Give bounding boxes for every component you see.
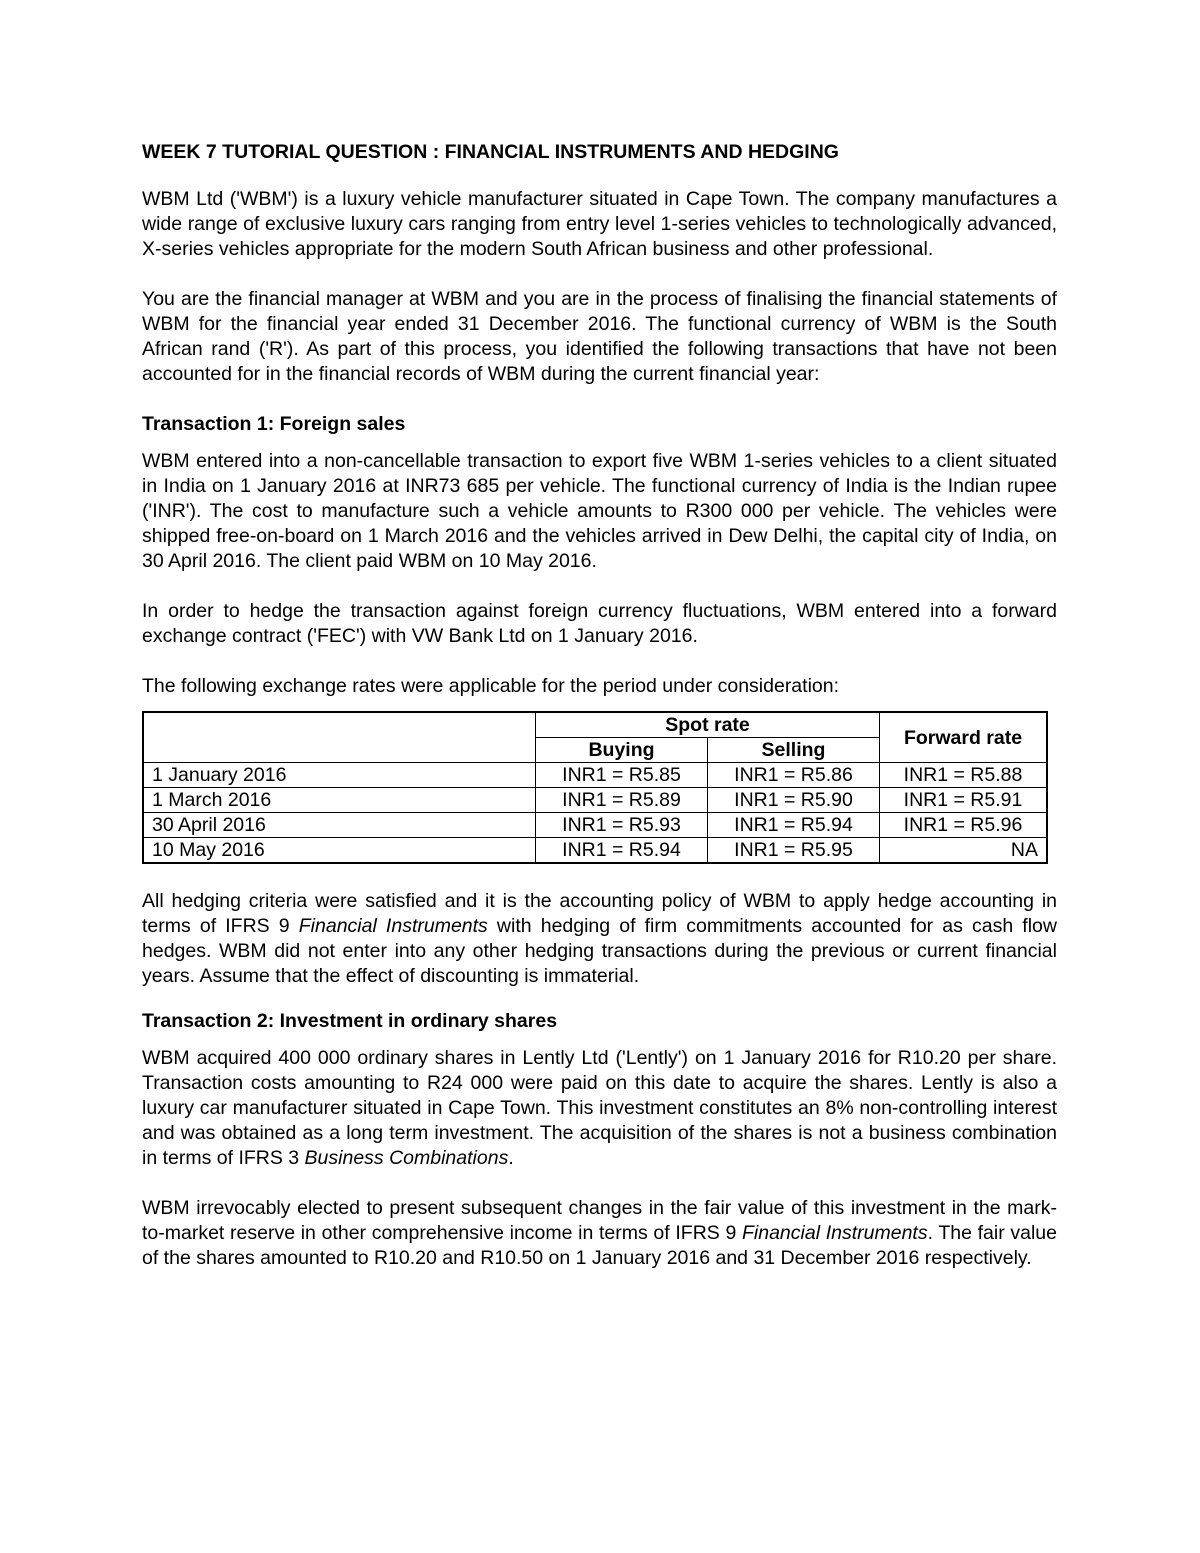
transaction-2-paragraph-1	[142, 1046, 1057, 1171]
table-row	[143, 813, 1047, 838]
date-cell: 1 January 2016	[143, 763, 536, 788]
ifrs9-title: Financial Instruments	[742, 1222, 928, 1244]
document-title: WEEK 7 TUTORIAL QUESTION : FINANCIAL INSTRUMENTS AND HEDGING	[142, 141, 839, 163]
selling-cell: INR1 = R5.94	[708, 813, 880, 838]
buying-cell: INR1 = R5.85	[536, 763, 708, 788]
forward-rate-header: Forward rate	[880, 712, 1048, 763]
transaction-1-paragraph-4	[142, 889, 1057, 989]
forward-cell: NA	[880, 838, 1048, 864]
document-page	[142, 140, 1057, 1271]
date-cell: 1 March 2016	[143, 788, 536, 813]
transaction-1-paragraph-2: In order to hedge the transaction against foreign currency fluctuations, WBM entered into a forward exchange contract ('FEC') with VW Bank Ltd on 1 January 2016.	[142, 600, 1057, 647]
transaction-1-paragraph-1: WBM entered into a non-cancellable transaction to export five WBM 1-series vehicles to a client situated in India on 1 January 2016 at INR73 685 per vehicle. The functional currency of India is the Indian rupee ('INR'). The cost to manufacture such a vehicle amounts to R300 000 per vehicle. The vehicles were shipped free-on-board on 1 March 2016 and the vehicles arrived in Dew Delhi, the capital city of India, on 30 April 2016. The client paid WBM on 10 May 2016.	[142, 450, 1057, 572]
buying-cell: INR1 = R5.93	[536, 813, 708, 838]
intro-paragraph-2: You are the financial manager at WBM and you are in the process of finalising the financial statements of WBM for the financial year ended 31 December 2016. The functional currency of WBM is the South African rand ('R'). As part of this process, you identified the following transactions that have not been accounted for in the financial records of WBM during the current financial year:	[142, 288, 1057, 385]
table-row	[143, 788, 1047, 813]
ifrs3-title: Business Combinations	[304, 1147, 509, 1169]
forward-cell: INR1 = R5.91	[880, 788, 1048, 813]
selling-cell: INR1 = R5.95	[708, 838, 880, 864]
transaction-1-heading: Transaction 1: Foreign sales	[142, 413, 406, 435]
text-run: with hedging of firm commitments accounted for as cash flow hedges. WBM did not enter into any other hedging transactions during the previous or current financial years. Assume that the effect of discounting is immaterial.	[142, 915, 1057, 987]
text-run: WBM irrevocably elected to present subsequent changes in the fair value of this investment in the mark-to-market reserve in other comprehensive income in terms of IFRS 9	[142, 1197, 1057, 1244]
text-run: . The fair value of the shares amounted to R10.20 and R10.50 on 1 January 2016 and 31 December 2016 respectively.	[142, 1222, 1057, 1269]
transaction-2-heading: Transaction 2: Investment in ordinary shares	[142, 1010, 558, 1032]
table-row	[143, 838, 1047, 864]
ifrs9-title: Financial Instruments	[298, 915, 488, 937]
buying-cell: INR1 = R5.94	[536, 838, 708, 864]
buying-header: Buying	[536, 738, 708, 763]
text-run: .	[508, 1147, 514, 1169]
transaction-2-paragraph-2	[142, 1196, 1057, 1271]
buying-cell: INR1 = R5.89	[536, 788, 708, 813]
intro-paragraph-1: WBM Ltd ('WBM') is a luxury vehicle manufacturer situated in Cape Town. The company manufactures a wide range of exclusive luxury cars ranging from entry level 1-series vehicles to technologically advanced, X-series vehicles appropriate for the modern South African business and other professional.	[142, 188, 1057, 260]
date-cell: 10 May 2016	[143, 838, 536, 864]
forward-cell: INR1 = R5.88	[880, 763, 1048, 788]
exchange-rate-table	[142, 711, 1048, 864]
selling-cell: INR1 = R5.90	[708, 788, 880, 813]
table-row	[143, 763, 1047, 788]
spot-rate-header: Spot rate	[536, 712, 880, 738]
selling-cell: INR1 = R5.86	[708, 763, 880, 788]
forward-cell: INR1 = R5.96	[880, 813, 1048, 838]
text-run: WBM acquired 400 000 ordinary shares in Lently Ltd ('Lently') on 1 January 2016 for R10.20 per share. Transaction costs amounting to R24 000 were paid on this date to acquire the shares. Lently is also a luxury car manufacturer situated in Cape Town. This investment constitutes an 8% non-controlling interest and was obtained as a long term investment. The acquisition of the shares is not a business combination in terms of IFRS 3	[142, 1047, 1057, 1169]
selling-header: Selling	[708, 738, 880, 763]
date-cell: 30 April 2016	[143, 813, 536, 838]
transaction-1-paragraph-3: The following exchange rates were applicable for the period under consideration:	[142, 675, 840, 697]
text-run: All hedging criteria were satisfied and it is the accounting policy of WBM to apply hedge accounting in terms of IFRS 9	[142, 890, 1057, 937]
table-corner-cell	[143, 712, 536, 763]
